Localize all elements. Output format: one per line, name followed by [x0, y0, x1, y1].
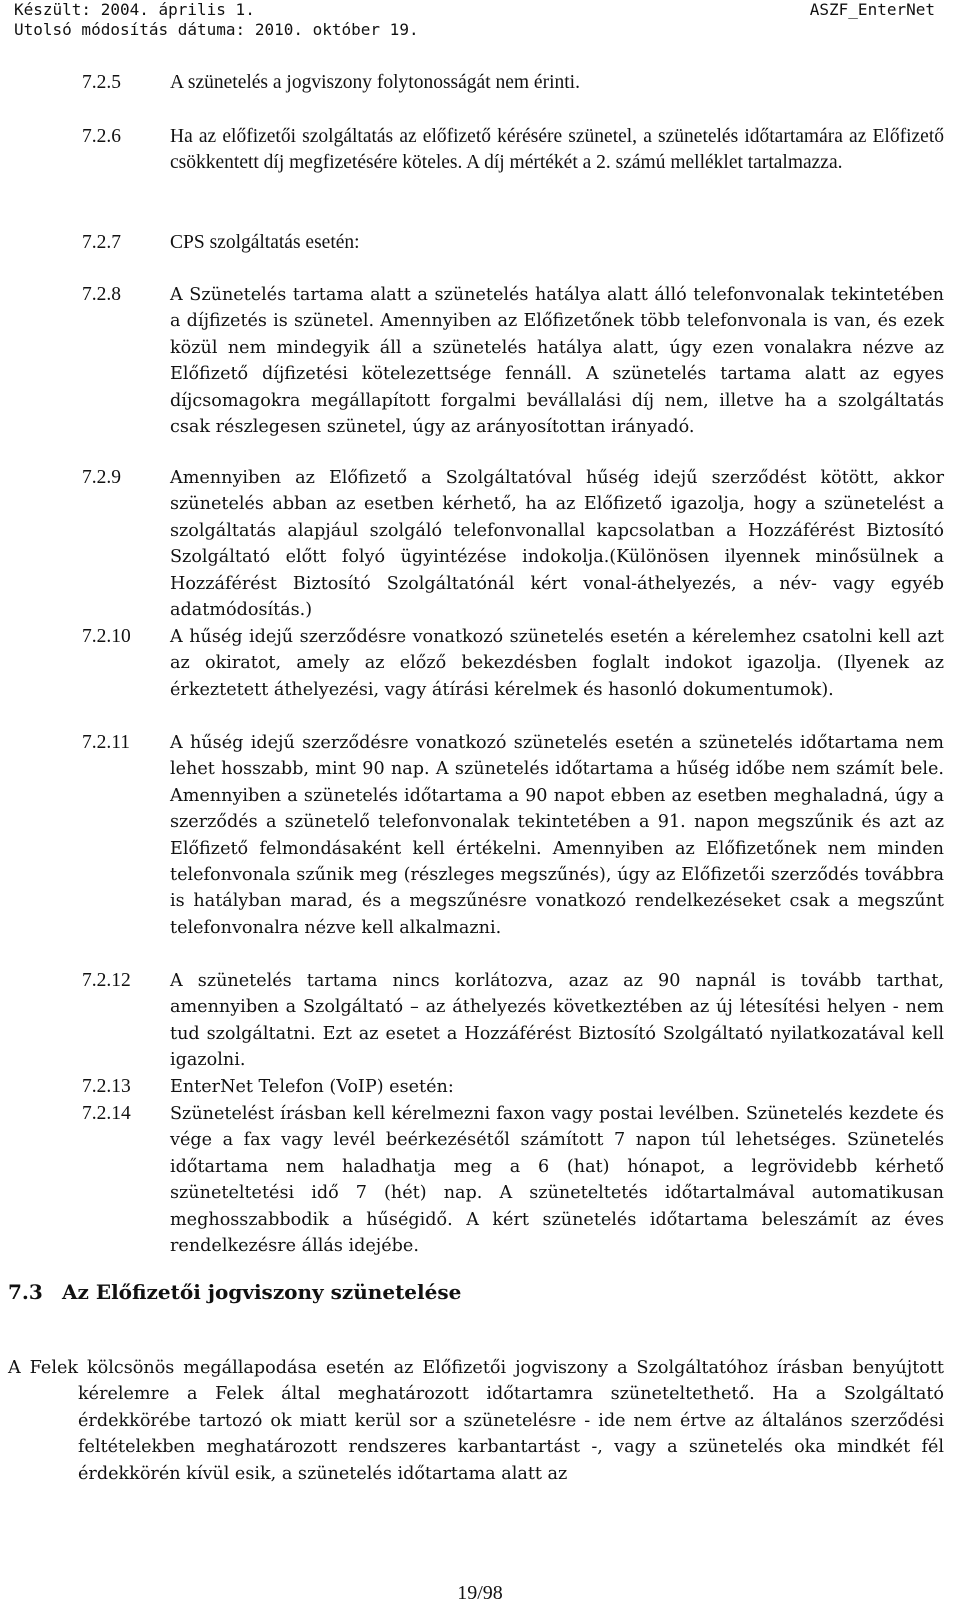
clause-7-2-6	[82, 124, 944, 177]
page-number: 19/98	[457, 1582, 503, 1604]
clause-number: 7.2.6	[82, 126, 121, 147]
clause-7-2-5	[82, 70, 944, 96]
clause-7-2-7	[82, 230, 944, 256]
clause-7-2-13	[82, 1074, 944, 1100]
clause-number: 7.2.7	[82, 232, 121, 253]
created-date: Készült: 2004. április 1.	[14, 0, 255, 19]
clause-number: 7.2.14	[82, 1103, 131, 1124]
paragraph-text: A Felek kölcsönös megállapodása esetén az Előfizetői jogviszony a Szolgáltatóhoz írásban benyújtott kérelemre a Felek által meghatározott időtartamra szüneteltethető. Ha a Szolgáltató érdekkörébe tartozó ok miatt kerül sor a szünetelésre - ide nem értve az általános szerződési feltételekben meghatározott rendszeres karbantartást -, vagy a szünetelés oka mindkét fél érdekkörén kívül esik, a szünetelés időtartama alatt az	[8, 1358, 944, 1484]
clause-text: Ha az előfizetői szolgáltatás az előfizető kérésére szünetel, a szünetelés időtartamára az Előfizető csökkentett díj megfizetésére köteles. A díj mértékét a 2. számú melléklet tartalmazza.	[170, 126, 944, 174]
clause-number: 7.2.12	[82, 970, 131, 991]
clause-7-2-9	[82, 465, 944, 623]
modified-date: Utolsó módosítás dátuma: 2010. október 19.	[14, 20, 419, 39]
page-header	[0, 0, 960, 60]
clause-number: 7.2.13	[82, 1076, 131, 1097]
clause-7-2-14	[82, 1101, 944, 1259]
clause-7-2-8	[82, 282, 944, 440]
clause-7-2-12	[82, 968, 944, 1074]
section-title: Az Előfizetői jogviszony szünetelése	[62, 1280, 462, 1304]
clause-text: Szünetelést írásban kell kérelmezni faxon vagy postai levélben. Szünetelés kezdete és vége a fax vagy levél beérkezésétől számított 7 napon túl lehetséges. Szünetelés időtartama nem haladhatja meg a 6 (hat) hónapot, a legrövidebb kérhető szüneteltetési idő 7 (hét) nap. A szüneteltetés időtartalmával automatikusan meghosszabbodik a hűségidő. A kért szünetelés időtartama beleszámít az éves rendelkezésre állás idejébe.	[170, 1104, 944, 1257]
clause-text: A szünetelés a jogviszony folytonosságát nem érinti.	[170, 72, 580, 93]
clause-text: A Szünetelés tartama alatt a szünetelés hatálya alatt álló telefonvonalak tekintetében a díjfizetés is szünetel. Amennyiben az Előfizetőnek több telefonvonala is van, és ezek közül nem mindegyik áll a szünetelés hatálya alatt, úgy ezen vonalakra nézve az Előfizető díjfizetési kötelezettsége fennáll. A szünetelés tartama alatt az egyes díjcsomagokra megállapított forgalmi bevállalási díj nem, illetve ha a szolgáltatás csak részlegesen szünetel, úgy az arányosítottan irányadó.	[170, 285, 944, 438]
section-number: 7.3	[8, 1280, 43, 1304]
section-heading	[8, 1280, 461, 1304]
clause-7-2-10	[82, 624, 944, 703]
clause-text: Amennyiben az Előfizető a Szolgáltatóval hűség idejű szerződést kötött, akkor szünetelés abban az esetben kérhető, ha az Előfizető igazolja, hogy a szünetelést a szolgáltatás alapjául szolgáló telefonvonallal kapcsolatban a Hozzáférést Biztosító Szolgáltató előtt folyó ügyintézése indokolja.(Különösen ilyennek minősülnek a Hozzáférést Biztosító Szolgáltatónál kért vonal-áthelyezés, a név- vagy egyéb adatmódosítás.)	[170, 468, 944, 621]
clause-text: CPS szolgáltatás esetén:	[170, 232, 360, 253]
document-code: ASZF_EnterNet	[809, 0, 935, 19]
clause-text: A hűség idejű szerződésre vonatkozó szünetelés esetén a kérelemhez csatolni kell azt az okiratot, amely az előző bekezdésben foglalt indokot igazolja. (Ilyenek az érkeztetett áthelyezési, vagy átírási kérelmek és hasonló dokumentumok).	[170, 627, 944, 700]
clause-number: 7.2.11	[82, 732, 131, 753]
section-paragraph	[8, 1355, 944, 1487]
clause-text: EnterNet Telefon (VoIP) esetén:	[170, 1077, 454, 1097]
clause-text: A szünetelés tartama nincs korlátozva, azaz az 90 napnál is tovább tarthat, amennyiben a Szolgáltató – az áthelyezés következtében az új létesítési helyen - nem tud szolgáltatni. Ezt az esetet a Hozzáférést Biztosító Szolgáltató nyilatkozatával kell igazolni.	[170, 971, 944, 1071]
clause-7-2-11	[82, 730, 944, 941]
clause-number: 7.2.10	[82, 626, 131, 647]
clause-number: 7.2.9	[82, 467, 121, 488]
clause-number: 7.2.8	[82, 284, 121, 305]
clause-number: 7.2.5	[82, 72, 121, 93]
clause-text: A hűség idejű szerződésre vonatkozó szünetelés esetén a szünetelés időtartama nem lehet hosszabb, mint 90 nap. A szünetelés időtartama a hűség időbe nem számít bele. Amennyiben a szünetelés időtartama a 90 napot ebben az esetben meghaladná, úgy a szerződés a szünetelő telefonvonalak tekintetében a 91. napon megszűnik és azt az Előfizető felmondásaként kell értékelni. Amennyiben az Előfizetőnek nem minden telefonvonala szűnik meg (részleges megszűnés), úgy az Előfizetői szerződés továbbra is hatályban marad, és a megszűnésre vonatkozó rendelkezéseket csak a megszűnt telefonvonalra nézve kell alkalmazni.	[170, 733, 944, 938]
